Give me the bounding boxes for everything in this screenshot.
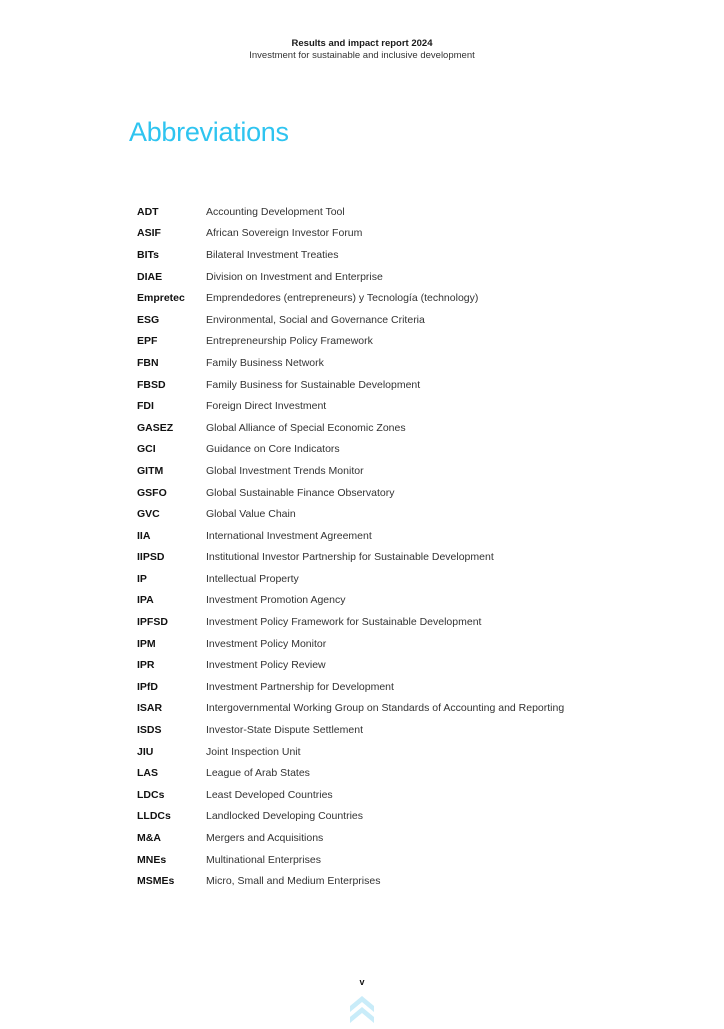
abbreviation-row (137, 352, 597, 374)
abbreviation-definition: Investment Partnership for Development (206, 680, 394, 693)
abbreviation-definition: Global Investment Trends Monitor (206, 464, 364, 477)
abbreviation-row (137, 590, 597, 612)
abbreviation-term: FBSD (137, 378, 166, 391)
page-header (0, 38, 724, 62)
abbreviation-row (137, 741, 597, 763)
abbreviation-term: DIAE (137, 270, 163, 283)
abbreviation-row (137, 784, 597, 806)
abbreviation-row (137, 201, 597, 223)
abbreviation-row (137, 223, 597, 245)
report-subtitle: Investment for sustainable and inclusive development (249, 50, 475, 61)
abbreviation-definition: Micro, Small and Medium Enterprises (206, 875, 381, 888)
abbreviation-definition: Accounting Development Tool (206, 205, 345, 218)
abbreviation-term: GASEZ (137, 421, 174, 434)
abbreviation-definition: Foreign Direct Investment (206, 400, 327, 413)
abbreviation-term: IPR (137, 659, 155, 672)
abbreviation-definition: Environmental, Social and Governance Criteria (206, 313, 425, 326)
abbreviation-term: GCI (137, 443, 156, 456)
abbreviation-row (137, 417, 597, 439)
abbreviation-term: ISDS (137, 724, 162, 737)
abbreviation-term: FDI (137, 400, 154, 413)
report-title: Results and impact report 2024 (291, 38, 433, 49)
abbreviation-definition: Intellectual Property (206, 572, 299, 585)
abbreviation-row (137, 827, 597, 849)
abbreviation-row (137, 568, 597, 590)
abbreviation-term: IIPSD (137, 551, 165, 564)
abbreviation-row (137, 395, 597, 417)
abbreviation-definition: Global Alliance of Special Economic Zones (206, 421, 406, 434)
abbreviation-definition: Investment Policy Monitor (206, 637, 327, 650)
abbreviation-row (137, 525, 597, 547)
abbreviation-list (137, 201, 597, 892)
abbreviation-term: ASIF (137, 227, 161, 240)
abbreviation-row (137, 266, 597, 288)
page-title: Abbreviations (129, 117, 289, 147)
double-chevron-up-icon[interactable] (350, 996, 374, 1024)
abbreviation-definition: Entrepreneurship Policy Framework (206, 335, 373, 348)
abbreviation-term: M&A (137, 832, 161, 845)
abbreviation-term: IPM (137, 637, 156, 650)
abbreviation-term: IPfD (137, 680, 158, 693)
abbreviation-term: GITM (137, 464, 164, 477)
abbreviation-definition: Investment Policy Framework for Sustainable Development (206, 616, 482, 629)
abbreviation-definition: Landlocked Developing Countries (206, 810, 364, 823)
abbreviation-row (137, 439, 597, 461)
abbreviation-row (137, 762, 597, 784)
abbreviation-row (137, 654, 597, 676)
abbreviation-row (137, 870, 597, 892)
abbreviation-term: IPFSD (137, 616, 168, 629)
abbreviation-definition: Institutional Investor Partnership for Sustainable Development (206, 551, 494, 564)
abbreviation-definition: Family Business for Sustainable Development (206, 378, 421, 391)
abbreviation-row (137, 676, 597, 698)
abbreviation-term: IPA (137, 594, 154, 607)
abbreviation-row (137, 331, 597, 353)
abbreviation-row (137, 309, 597, 331)
abbreviation-term: IIA (137, 529, 151, 542)
abbreviation-term: LAS (137, 767, 158, 780)
abbreviation-definition: Family Business Network (206, 356, 324, 369)
abbreviation-term: ADT (137, 205, 159, 218)
abbreviation-term: Empretec (137, 292, 185, 305)
abbreviation-definition: Global Sustainable Finance Observatory (206, 486, 395, 499)
abbreviation-row (137, 698, 597, 720)
abbreviation-row (137, 849, 597, 871)
abbreviation-term: GVC (137, 508, 160, 521)
abbreviation-row (137, 633, 597, 655)
abbreviation-definition: Division on Investment and Enterprise (206, 270, 383, 283)
abbreviation-row (137, 806, 597, 828)
abbreviation-term: MNEs (137, 853, 167, 866)
abbreviation-term: LDCs (137, 788, 165, 801)
abbreviation-definition: Emprendedores (entrepreneurs) y Tecnología (technology) (206, 292, 479, 305)
abbreviation-definition: Investor-State Dispute Settlement (206, 724, 363, 737)
abbreviation-definition: Mergers and Acquisitions (206, 832, 324, 845)
abbreviation-definition: International Investment Agreement (206, 529, 372, 542)
page-number: v (359, 977, 365, 987)
abbreviation-definition: Investment Promotion Agency (206, 594, 346, 607)
abbreviation-row (137, 547, 597, 569)
abbreviation-term: MSMEs (137, 875, 175, 888)
abbreviation-definition: Global Value Chain (206, 508, 296, 521)
abbreviation-row (137, 719, 597, 741)
abbreviation-term: ISAR (137, 702, 163, 715)
abbreviation-term: LLDCs (137, 810, 171, 823)
abbreviation-row (137, 244, 597, 266)
abbreviation-term: ESG (137, 313, 160, 326)
abbreviation-row (137, 611, 597, 633)
abbreviation-term: FBN (137, 356, 159, 369)
abbreviation-definition: Intergovernmental Working Group on Standards of Accounting and Reporting (206, 702, 565, 715)
abbreviation-row (137, 482, 597, 504)
abbreviation-definition: Least Developed Countries (206, 788, 333, 801)
abbreviation-row (137, 374, 597, 396)
abbreviation-row (137, 503, 597, 525)
abbreviation-row (137, 287, 597, 309)
abbreviation-term: BITs (137, 248, 159, 261)
abbreviation-term: IP (137, 572, 147, 585)
abbreviation-term: JIU (137, 745, 154, 758)
abbreviation-term: EPF (137, 335, 158, 348)
abbreviation-definition: Bilateral Investment Treaties (206, 248, 339, 261)
abbreviation-definition: League of Arab States (206, 767, 310, 780)
abbreviation-definition: African Sovereign Investor Forum (206, 227, 363, 240)
abbreviation-definition: Investment Policy Review (206, 659, 326, 672)
abbreviation-definition: Joint Inspection Unit (206, 745, 301, 758)
abbreviation-definition: Multinational Enterprises (206, 853, 321, 866)
abbreviation-definition: Guidance on Core Indicators (206, 443, 340, 456)
abbreviation-row (137, 460, 597, 482)
abbreviation-term: GSFO (137, 486, 167, 499)
